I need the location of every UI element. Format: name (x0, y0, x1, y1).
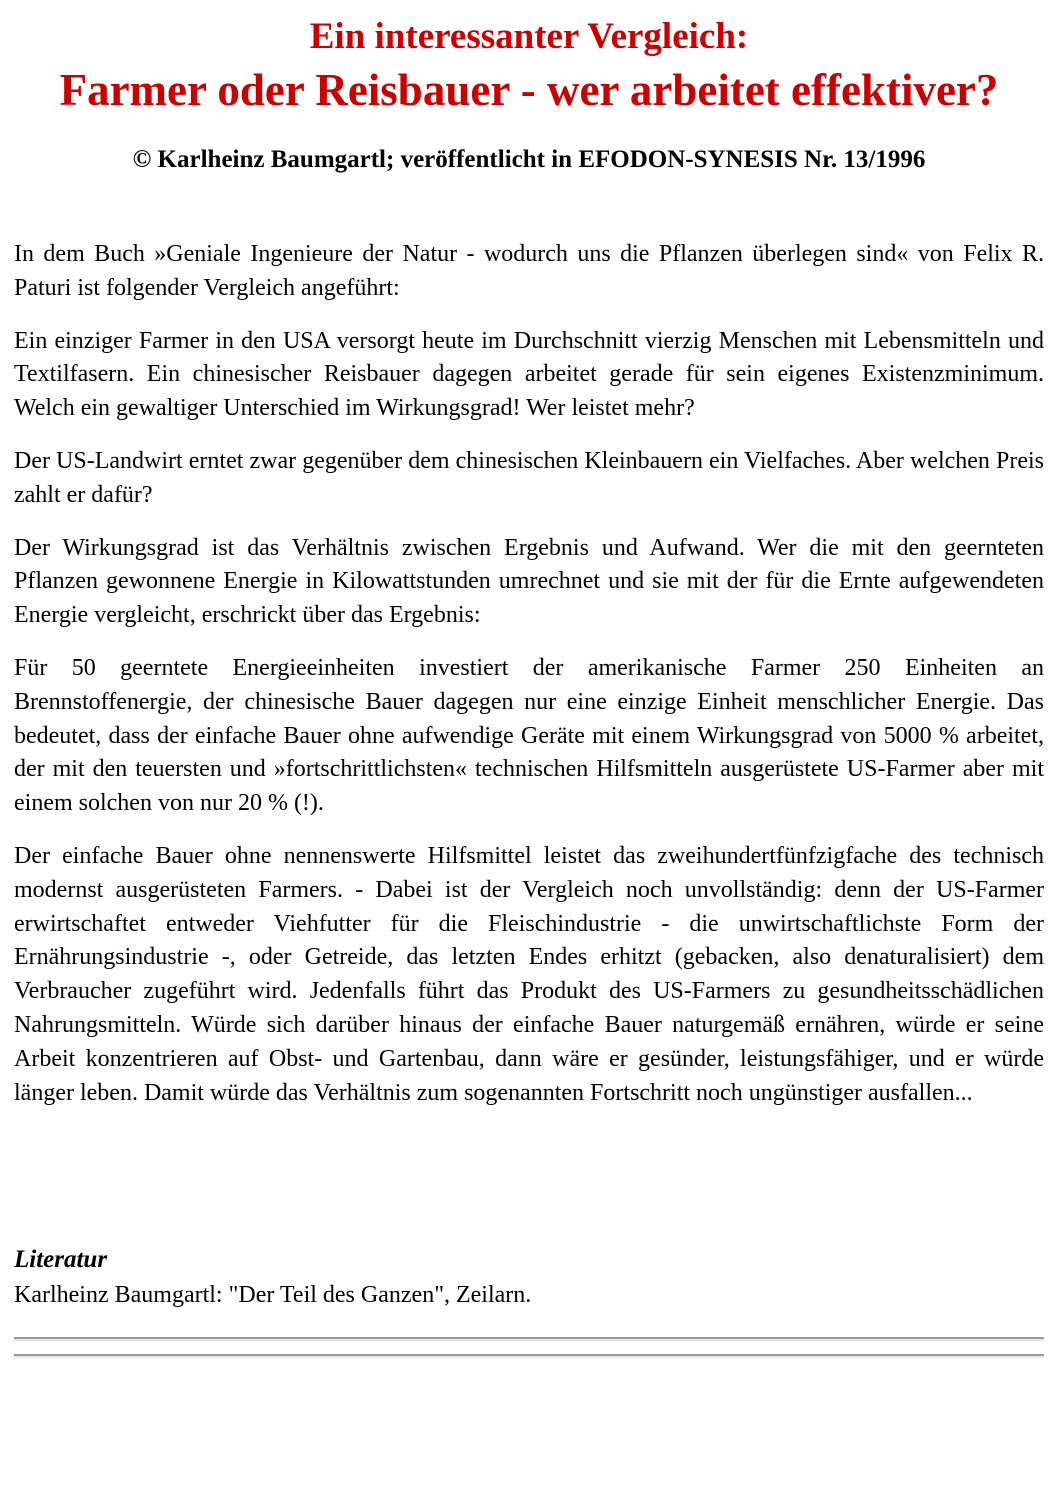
horizontal-rule (14, 1354, 1044, 1358)
title-line-1: Ein interessanter Vergleich: (309, 16, 749, 57)
article-body (14, 238, 1044, 1129)
paragraph-1: In dem Buch »Geniale Ingenieure der Natur - wodurch uns die Pflanzen überlegen sind« von Felix R. Paturi ist folgender Vergleich angeführt: (14, 241, 1044, 301)
paragraph-6: Der einfache Bauer ohne nennenswerte Hilfsmittel leistet das zweihundertfünfzigfache des technisch modernst ausgerüsteten Farmers. - Dabei ist der Vergleich noch unvollständig: denn der US-Farmer erwirtschaftet entweder Viehfutter für die Fleischindustrie - die unwirtschaftlichste Form der Ernährungsindustrie -, oder Getreide, das letzten Endes erhitzt (gebacken, also denaturalisiert) dem Verbraucher zugeführt wird. Jedenfalls führt das Produkt des US-Farmers zu gesundheitsschädlichen Nahrungsmitteln. Würde sich darüber hinaus der einfache Bauer naturgemäß ernähren, würde er seine Arbeit konzentrieren auf Obst- und Gartenbau, dann wäre er gesünder, leistungsfähiger, und er würde länger leben. Damit würde das Verhältnis zum sogenannten Fortschritt noch ungünstiger ausfallen... (14, 842, 1044, 1106)
paragraph-5: Für 50 geerntete Energieeinheiten investiert der amerikanische Farmer 250 Einheiten an Brennstoffenergie, der chinesische Bauer dagegen nur eine einzige Einheit menschlicher Energie. Das bedeutet, dass der einfache Bauer ohne aufwendige Geräte mit einem Wirkungsgrad von 5000 % arbeitet, der mit den teuersten und »fortschrittlichsten« technischen Hilfsmitteln ausgerüstete US-Farmer aber mit einem solchen von nur 20 % (!). (14, 654, 1044, 817)
title-line-2: Farmer oder Reisbauer - wer arbeitet effektiver? (59, 65, 999, 115)
literature-reference: Karlheinz Baumgartl: "Der Teil des Ganzen", Zeilarn. (14, 1282, 532, 1308)
byline: © Karlheinz Baumgartl; veröffentlicht in EFODON-SYNESIS Nr. 13/1996 (132, 146, 926, 173)
paragraph-3: Der US-Landwirt erntet zwar gegenüber dem chinesischen Kleinbauern ein Vielfaches. Aber welchen Preis zahlt er dafür? (14, 447, 1044, 508)
literature-heading: Literatur (14, 1246, 108, 1273)
paragraph-4: Der Wirkungsgrad ist das Verhältnis zwischen Ergebnis und Aufwand. Wer die mit den geernteten Pflanzen gewonnene Energie in Kilowattstunden umrechnet und sie mit der für die Ernte aufgewendeten Energie vergleicht, erschrickt über das Ergebnis: (14, 534, 1044, 629)
horizontal-rule (14, 1337, 1044, 1341)
paragraph-2: Ein einziger Farmer in den USA versorgt heute im Durchschnitt vierzig Menschen mit Lebensmitteln und Textilfasern. Ein chinesischer Reisbauer dagegen arbeitet gerade für sein eigenes Existenzminimum. Welch ein gewaltiger Unterschied im Wirkungsgrad! Wer leistet mehr? (14, 327, 1044, 422)
